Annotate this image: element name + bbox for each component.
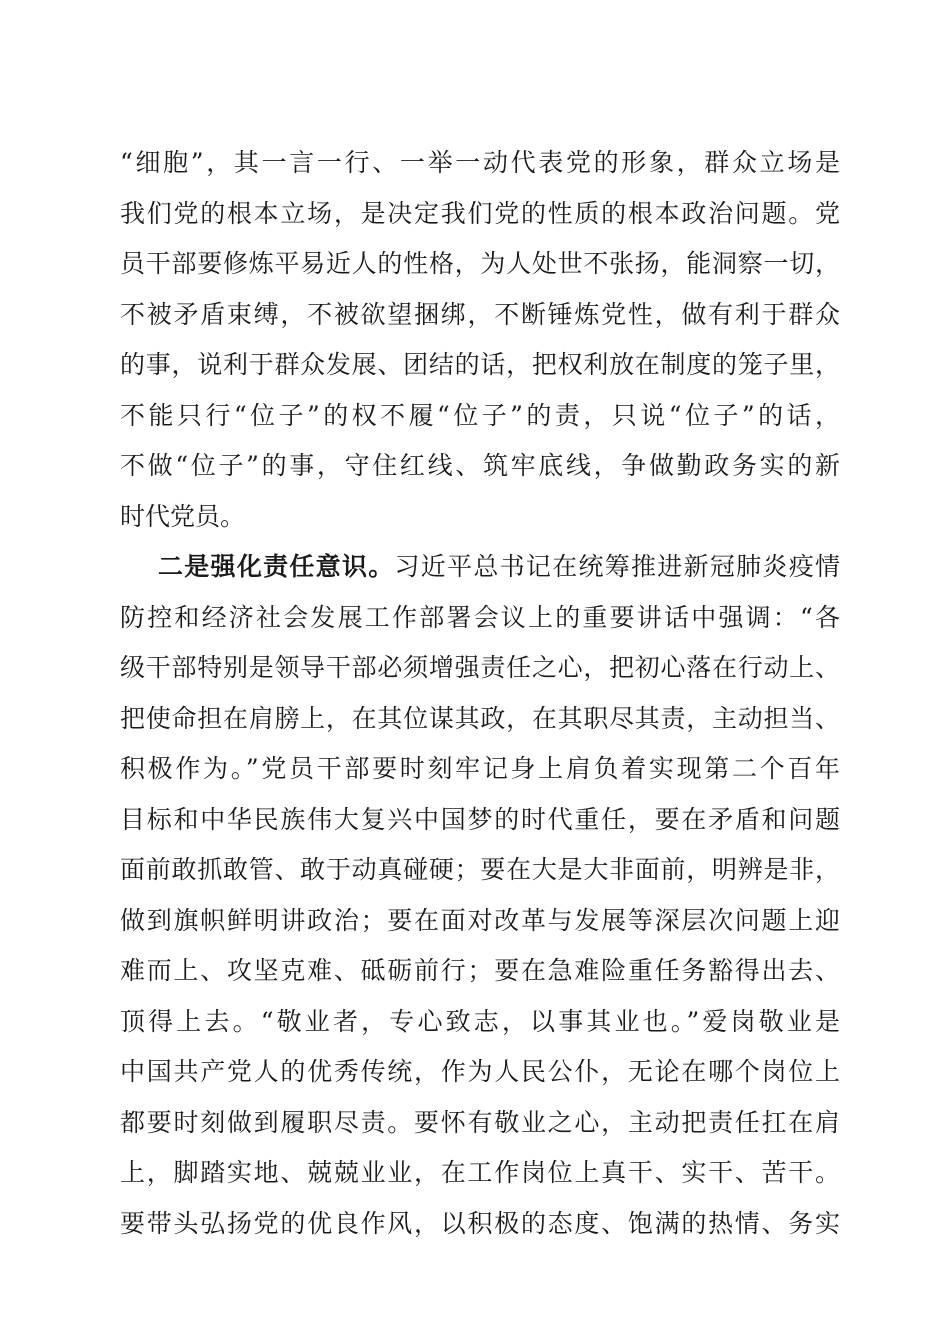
paragraph-lead-heading: 二是强化责任意识。: [158, 552, 395, 581]
text-line: “细胞”，其一言一行、一举一动代表党的形象，群众立场是: [120, 148, 840, 177]
text-line: 目标和中华民族伟大复兴中国梦的时代重任，要在矛盾和问题: [120, 804, 840, 834]
text-line: 不能只行“位子”的权不履“位子”的责，只说“位子”的话，: [120, 400, 840, 430]
text-line: 顶得上去。“敬业者，专心致志，以事其业也。”爱岗敬业是: [120, 1006, 840, 1036]
text-line: 难而上、攻坚克难、砥砺前行；要在急难险重任务豁得出去、: [120, 956, 840, 985]
text-line: 面前敢抓敢管、敢于动真碰硬；要在大是大非面前，明辨是非，: [120, 855, 840, 884]
paragraph-2: [120, 542, 840, 1249]
text-line: 都要时刻做到履职尽责。要怀有敬业之心，主动把责任扛在肩: [120, 1107, 840, 1137]
text-line: 不被矛盾束缚，不被欲望捆绑，不断锤炼党性，做有利于群众: [120, 299, 840, 329]
text-line: 做到旗帜鲜明讲政治；要在面对改革与发展等深层次问题上迎: [120, 905, 840, 935]
text-line: 员干部要修炼平易近人的性格，为人处世不张扬，能洞察一切，: [120, 249, 840, 278]
text-line: 把使命担在肩膀上，在其位谋其政，在其职尽其责，主动担当、: [120, 703, 840, 733]
text-fragment: 习近平总书记在统筹推进新冠肺炎疫情: [394, 552, 840, 581]
text-line: 积极作为。”党员干部要时刻牢记身上肩负着实现第二个百年: [120, 754, 840, 783]
text-line: 我们党的根本立场，是决定我们党的性质的根本政治问题。党: [120, 198, 840, 228]
text-line: 中国共产党人的优秀传统，作为人民公仆，无论在哪个岗位上: [120, 1057, 840, 1086]
text-line: 级干部特别是领导干部必须增强责任之心，把初心落在行动上、: [120, 653, 840, 682]
body-text: [120, 138, 840, 1249]
text-line: 防控和经济社会发展工作部署会议上的重要讲话中强调：“各: [120, 602, 840, 632]
paragraph-1: [120, 138, 840, 542]
text-line: 上，脚踏实地、兢兢业业，在工作岗位上真干、实干、苦干。: [120, 1158, 840, 1187]
text-line: 要带头弘扬党的优良作风，以积极的态度、饱满的热情、务实: [120, 1208, 840, 1238]
text-line: 时代党员。: [120, 501, 246, 531]
text-line: 不做“位子”的事，守住红线、筑牢底线，争做勤政务实的新: [120, 451, 840, 480]
text-line: 的事，说利于群众发展、团结的话，把权利放在制度的笼子里，: [120, 350, 840, 379]
paragraph-first-line: [120, 542, 840, 593]
